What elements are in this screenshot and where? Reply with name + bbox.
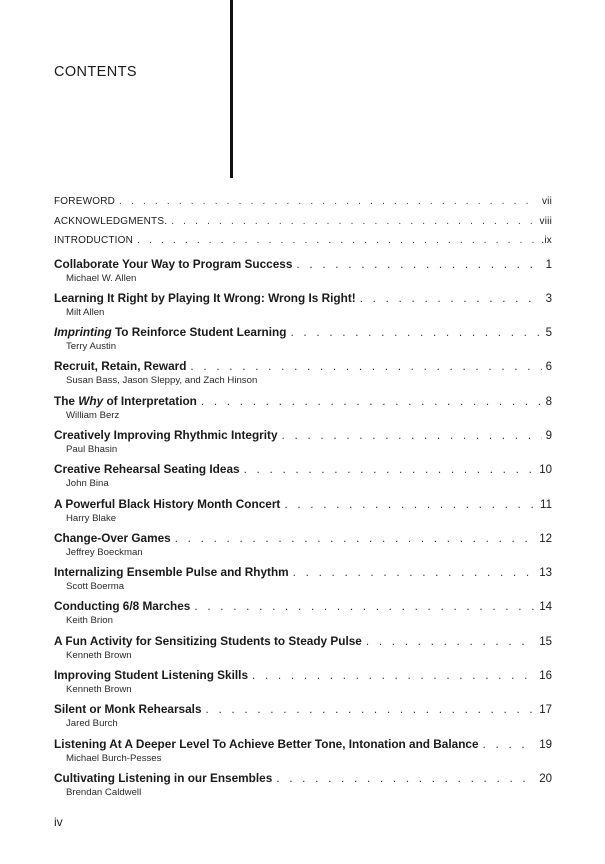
toc-page-number: vii <box>541 196 552 207</box>
toc-entry-title-italic: Imprinting <box>54 325 112 340</box>
toc-entry[interactable] <box>54 771 552 805</box>
toc-entry[interactable] <box>54 668 552 702</box>
toc-page-number: 13 <box>539 567 552 580</box>
toc-page-number: 14 <box>539 601 552 614</box>
toc-entry-title: Change-Over Games <box>54 530 171 545</box>
toc-entry-author: Harry Blake <box>66 512 117 524</box>
toc-page-number: 5 <box>545 327 552 340</box>
dot-leader <box>171 216 535 227</box>
dot-leader <box>360 291 542 305</box>
toc-entry-title-rest: of Interpretation <box>103 393 197 408</box>
toc-entry-title: Collaborate Your Way to Program Success <box>54 256 293 271</box>
toc-page-number: .ix <box>541 235 552 246</box>
dot-leader <box>137 235 537 246</box>
toc-entry-title: Creatively Improving Rhythmic Integrity <box>54 427 278 442</box>
toc-front-title: ACKNOWLEDGMENTS. <box>54 215 168 227</box>
toc-entry[interactable] <box>54 394 552 428</box>
toc-page-number: 20 <box>539 772 552 785</box>
toc-entry-author: Scott Boerma <box>66 581 125 593</box>
toc-entry[interactable] <box>54 359 552 393</box>
dot-leader <box>190 359 541 373</box>
toc-entry[interactable] <box>54 599 552 633</box>
toc-entry[interactable] <box>54 702 552 736</box>
toc-entry[interactable] <box>54 634 552 668</box>
toc-entry[interactable] <box>54 531 552 565</box>
toc-entry-title: Listening At A Deeper Level To Achieve Better Tone, Intonation and Balance <box>54 736 479 751</box>
toc-entry-title: Recruit, Retain, Reward <box>54 359 187 374</box>
page-title: CONTENTS <box>54 64 137 80</box>
dot-leader <box>483 737 536 751</box>
toc-entry[interactable] <box>54 291 552 325</box>
toc-entry[interactable] <box>54 257 552 291</box>
dot-leader <box>296 257 541 271</box>
toc-entry-author: Kenneth Brown <box>66 684 132 696</box>
page-number-footer: iv <box>54 815 63 829</box>
dot-leader <box>244 462 536 476</box>
toc-entry-title: Internalizing Ensemble Pulse and Rhythm <box>54 565 289 580</box>
toc-front-item[interactable] <box>54 216 552 236</box>
toc-entry-author: Susan Bass, Jason Sleppy, and Zach Hinson <box>66 375 258 387</box>
toc-entry-author: Brendan Caldwell <box>66 786 142 798</box>
toc-entry[interactable] <box>54 497 552 531</box>
toc-entry-title <box>54 394 197 408</box>
toc-entry-title: Conducting 6/8 Marches <box>54 599 191 614</box>
toc-entry-title: Learning It Right by Playing It Wrong: Wrong Is Right! <box>54 290 356 305</box>
toc-page-number: 12 <box>539 532 552 545</box>
toc-page-number: 10 <box>539 464 552 477</box>
dot-leader <box>201 394 542 408</box>
toc-entry-title: Cultivating Listening in our Ensembles <box>54 770 273 785</box>
dot-leader <box>194 599 535 613</box>
toc-front-item[interactable] <box>54 196 552 216</box>
toc-front-title: INTRODUCTION <box>54 235 134 246</box>
dot-leader <box>284 497 536 511</box>
toc-entry-author: Terry Austin <box>66 341 117 353</box>
dot-leader <box>175 531 536 545</box>
toc-page-number: 19 <box>539 738 552 751</box>
dot-leader <box>282 428 542 442</box>
dot-leader <box>276 771 535 785</box>
dot-leader <box>119 196 538 207</box>
toc-entry-author: Michael Burch-Pesses <box>66 752 162 764</box>
toc-entry-author: Kenneth Brown <box>66 649 132 661</box>
toc-page-number: 16 <box>539 670 552 683</box>
dot-leader <box>206 702 536 716</box>
toc-entry-author: William Berz <box>66 409 120 421</box>
toc-entry-title: Creative Rehearsal Seating Ideas <box>54 462 240 477</box>
toc-page-number: 9 <box>545 429 552 442</box>
dot-leader <box>293 565 536 579</box>
toc-page-number: 17 <box>539 704 552 717</box>
toc-entry-author: Milt Allen <box>66 306 105 318</box>
dot-leader <box>366 634 535 648</box>
toc-entry[interactable] <box>54 428 552 462</box>
table-of-contents <box>54 196 552 805</box>
toc-entry-author: Paul Bhasin <box>66 443 118 455</box>
toc-page-number: 3 <box>545 292 552 305</box>
toc-page-number: 6 <box>545 361 552 374</box>
toc-entry-title: A Powerful Black History Month Concert <box>54 496 281 511</box>
toc-entry-author: Jeffrey Boeckman <box>66 546 143 558</box>
toc-entry-title: Silent or Monk Rehearsals <box>54 702 202 717</box>
toc-entry-title <box>54 325 286 339</box>
toc-entry-title-rest: To Reinforce Student Learning <box>111 325 287 340</box>
toc-page-number: 11 <box>540 498 552 511</box>
toc-entry[interactable] <box>54 737 552 771</box>
toc-page-number: viii <box>539 215 552 227</box>
vertical-rule <box>230 0 233 178</box>
toc-entry[interactable] <box>54 565 552 599</box>
toc-front-item[interactable] <box>54 235 552 255</box>
toc-entry-author: John Bina <box>66 478 109 490</box>
toc-entry-title: Improving Student Listening Skills <box>54 668 249 683</box>
toc-entry[interactable] <box>54 325 552 359</box>
toc-page-number: 15 <box>539 635 552 648</box>
dot-leader <box>252 668 535 682</box>
toc-entry[interactable] <box>54 462 552 496</box>
toc-page-number: 1 <box>545 258 552 271</box>
toc-entry-author: Keith Brion <box>66 615 113 627</box>
toc-front-title: FOREWORD <box>54 196 116 207</box>
toc-entry-title: A Fun Activity for Sensitizing Students to Steady Pulse <box>54 633 362 648</box>
toc-entry-author: Michael W. Allen <box>66 272 137 284</box>
toc-entry-title-italic: Why <box>78 393 104 408</box>
dot-leader <box>290 325 541 339</box>
toc-entry-author: Jared Burch <box>66 718 118 730</box>
toc-entry-title-pre: The <box>54 393 79 408</box>
toc-page-number: 8 <box>545 395 552 408</box>
